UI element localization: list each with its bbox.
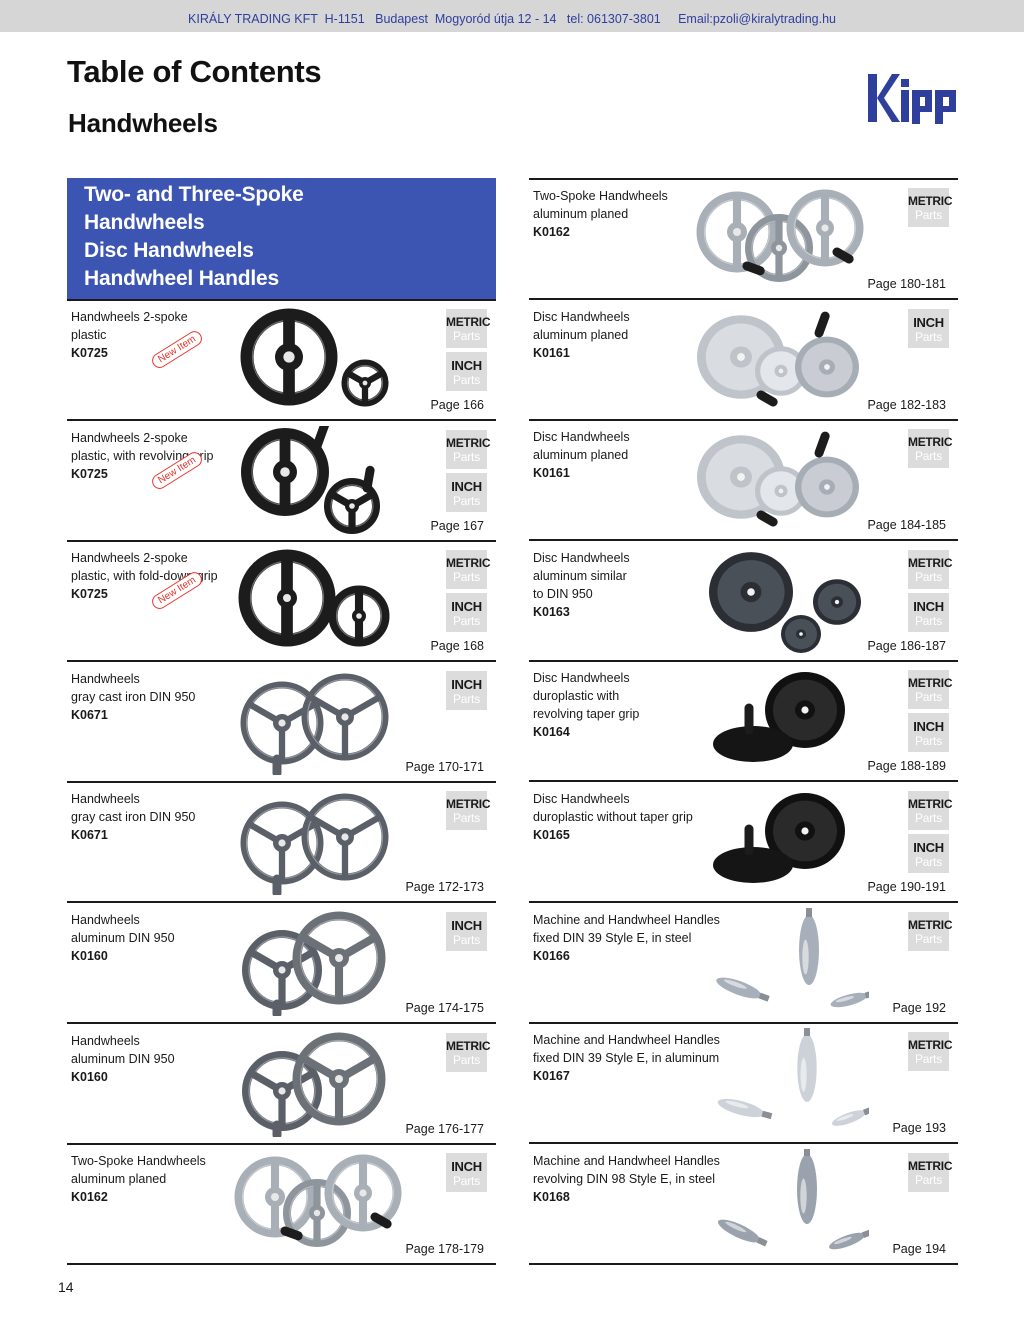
badge-parts-label: Parts bbox=[914, 329, 942, 344]
header-bar bbox=[0, 0, 1024, 32]
metric-parts-badge bbox=[908, 429, 953, 468]
entry-line: Disc Handwheels bbox=[533, 430, 630, 445]
entry-description bbox=[71, 1152, 206, 1206]
badge-parts-label: Parts bbox=[914, 690, 942, 705]
page-reference[interactable]: Page 166 bbox=[430, 398, 484, 412]
entry-description bbox=[71, 790, 195, 844]
entry-line: Handwheels 2-spoke bbox=[71, 310, 188, 324]
new-item-stamp: New Item bbox=[149, 328, 205, 371]
page-reference[interactable]: Page 192 bbox=[892, 1000, 946, 1015]
entry-line: plastic bbox=[71, 328, 107, 342]
inch-parts-badge bbox=[908, 593, 949, 632]
entry-line: aluminum DIN 950 bbox=[71, 931, 175, 945]
entry-line: Handwheels bbox=[71, 792, 140, 807]
entry-line: Handwheels bbox=[71, 1033, 140, 1048]
catalog-entry bbox=[529, 542, 958, 662]
entry-code: K0725 bbox=[71, 346, 108, 360]
badge-parts-label: Parts bbox=[452, 570, 480, 585]
category-line: Handwheel Handles bbox=[84, 267, 279, 290]
entry-line: fixed DIN 39 Style E, in steel bbox=[533, 930, 692, 945]
page-reference[interactable]: Page 170-171 bbox=[405, 759, 484, 774]
badge-label: METRIC bbox=[446, 1038, 491, 1053]
entry-line: Disc Handwheels bbox=[533, 550, 630, 565]
inch-parts-badge bbox=[908, 834, 949, 873]
catalog-entry bbox=[529, 662, 958, 782]
metric-parts-badge bbox=[908, 670, 953, 709]
category-line: Two- and Three-Spoke bbox=[84, 183, 304, 206]
catalog-entry bbox=[529, 180, 958, 300]
page-reference[interactable]: Page 188-189 bbox=[867, 759, 946, 774]
entry-description bbox=[71, 1032, 175, 1086]
badge-label: INCH bbox=[451, 918, 482, 933]
catalog-entry bbox=[529, 421, 958, 541]
metric-parts-badge bbox=[908, 188, 953, 227]
entry-code: K0161 bbox=[533, 466, 570, 481]
badge-label: INCH bbox=[913, 598, 944, 614]
entry-line: duroplastic with bbox=[533, 689, 620, 704]
entry-line: Disc Handwheels bbox=[533, 671, 630, 686]
page-title: Table of Contents bbox=[67, 54, 322, 89]
aluminum-handwheel-image bbox=[227, 1029, 407, 1142]
page-reference[interactable]: Page 190-191 bbox=[867, 880, 946, 894]
entry-line: duroplastic without taper grip bbox=[533, 810, 693, 824]
badge-label: METRIC bbox=[446, 797, 491, 812]
entry-line: Handwheels 2-spoke bbox=[71, 430, 188, 445]
entry-line: aluminum planed bbox=[71, 1172, 167, 1187]
badge-parts-label: Parts bbox=[914, 449, 942, 464]
metric-parts-badge bbox=[908, 1153, 953, 1192]
entry-description bbox=[71, 670, 195, 724]
entry-line: Handwheels 2-spoke bbox=[71, 551, 188, 566]
badge-label: METRIC bbox=[908, 435, 953, 450]
badge-label: INCH bbox=[451, 1159, 482, 1175]
badge-parts-label: Parts bbox=[452, 1052, 480, 1067]
catalog-entry bbox=[67, 542, 496, 662]
entry-code: K0725 bbox=[71, 587, 108, 602]
entry-line: Two-Spoke Handwheels bbox=[71, 1154, 206, 1169]
metric-parts-badge bbox=[446, 1033, 491, 1072]
badge-label: METRIC bbox=[908, 797, 953, 811]
entry-line: Handwheels bbox=[71, 671, 140, 686]
catalog-entry bbox=[67, 422, 496, 542]
page-reference[interactable]: Page 168 bbox=[430, 639, 484, 654]
badge-label: METRIC bbox=[446, 435, 491, 450]
badge-parts-label: Parts bbox=[452, 373, 480, 387]
badge-parts-label: Parts bbox=[914, 734, 942, 749]
cast-iron-handwheel-image bbox=[227, 667, 407, 780]
inch-parts-badge bbox=[908, 309, 949, 348]
inch-parts-badge bbox=[446, 912, 487, 951]
disc-similar-handwheel-image bbox=[689, 546, 869, 659]
page-reference[interactable]: Page 167 bbox=[430, 518, 484, 533]
badge-parts-label: Parts bbox=[452, 449, 480, 464]
catalog-entry bbox=[529, 301, 958, 421]
metric-parts-badge bbox=[446, 550, 491, 589]
inch-parts-badge bbox=[446, 1153, 487, 1192]
contact-line: KIRÁLY TRADING KFT H-1151 Budapest Mogyoród útja 12 - 14 tel: 061307-3801 Email:pzoli@kiralytrading.hu bbox=[188, 12, 836, 26]
catalog-entry bbox=[67, 1025, 496, 1145]
catalog-entry bbox=[529, 783, 958, 903]
entry-line: Disc Handwheels bbox=[533, 792, 630, 806]
entry-line: aluminum similar bbox=[533, 568, 627, 583]
page-reference[interactable]: Page 182-183 bbox=[867, 397, 946, 412]
badge-parts-label: Parts bbox=[914, 569, 942, 584]
page-number: 14 bbox=[58, 1279, 74, 1295]
badge-label: INCH bbox=[451, 358, 482, 373]
page-reference[interactable]: Page 180-181 bbox=[867, 277, 946, 291]
catalog-entry bbox=[529, 1145, 958, 1265]
page-reference[interactable]: Page 193 bbox=[892, 1121, 946, 1136]
inch-parts-badge bbox=[908, 713, 949, 752]
new-item-stamp: New Item bbox=[149, 449, 205, 492]
badge-label: INCH bbox=[451, 599, 482, 615]
entry-line: aluminum DIN 950 bbox=[71, 1051, 175, 1066]
catalog-entry bbox=[67, 783, 496, 903]
entry-code: K0160 bbox=[71, 949, 108, 963]
entry-line: aluminum planed bbox=[533, 448, 629, 463]
catalog-entry bbox=[67, 1145, 496, 1265]
entry-line: Machine and Handwheel Handles bbox=[533, 1033, 720, 1048]
category-line: Handwheels bbox=[84, 211, 205, 234]
entry-line: revolving DIN 98 Style E, in steel bbox=[533, 1171, 716, 1186]
catalog-entry bbox=[67, 663, 496, 783]
entry-code: K0168 bbox=[533, 1189, 570, 1204]
entry-line: Machine and Handwheel Handles bbox=[533, 1153, 720, 1168]
page-reference[interactable]: Page 194 bbox=[892, 1241, 946, 1256]
catalog-entry bbox=[529, 1024, 958, 1144]
badge-parts-label: Parts bbox=[914, 855, 942, 869]
machine-handle-revolving-image bbox=[689, 1149, 869, 1262]
entry-code: K0165 bbox=[533, 828, 570, 842]
badge-parts-label: Parts bbox=[452, 811, 480, 826]
badge-label: METRIC bbox=[446, 556, 491, 571]
page-reference[interactable]: Page 176-177 bbox=[405, 1121, 484, 1136]
entry-code: K0671 bbox=[71, 707, 108, 722]
entry-line: gray cast iron DIN 950 bbox=[71, 810, 196, 825]
entry-line: to DIN 950 bbox=[533, 586, 593, 601]
badge-label: METRIC bbox=[908, 676, 953, 691]
entry-line: Disc Handwheels bbox=[533, 309, 630, 324]
entry-line: plastic, with revolving grip bbox=[71, 448, 214, 463]
badge-label: INCH bbox=[451, 676, 482, 692]
entry-line: Machine and Handwheel Handles bbox=[533, 912, 720, 927]
badge-label: METRIC bbox=[908, 555, 953, 570]
entry-line: Handwheels bbox=[71, 913, 140, 927]
metric-parts-badge bbox=[908, 912, 953, 951]
inch-parts-badge bbox=[446, 352, 487, 391]
entry-description bbox=[533, 790, 693, 844]
two-spoke-plastic-handwheel-image bbox=[227, 305, 407, 418]
metric-parts-badge bbox=[446, 791, 491, 830]
disc-duroplastic-handwheel-image bbox=[689, 787, 869, 900]
category-line: Disc Handwheels bbox=[84, 239, 254, 262]
catalog-entry bbox=[67, 904, 496, 1024]
entry-code: K0167 bbox=[533, 1069, 570, 1084]
entry-code: K0725 bbox=[71, 466, 108, 481]
entry-line: aluminum planed bbox=[533, 327, 629, 342]
cast-iron-handwheel-image bbox=[227, 787, 407, 900]
entry-description bbox=[533, 428, 630, 482]
entry-code: K0671 bbox=[71, 828, 108, 843]
disc-duroplastic-handwheel-image bbox=[689, 666, 869, 779]
badge-parts-label: Parts bbox=[914, 613, 942, 628]
badge-label: INCH bbox=[913, 840, 944, 855]
badge-parts-label: Parts bbox=[914, 1172, 942, 1187]
kipp-logo bbox=[866, 70, 958, 126]
badge-label: INCH bbox=[451, 478, 482, 494]
two-spoke-aluminum-handwheel-image bbox=[689, 184, 869, 297]
two-spoke-aluminum-handwheel-image bbox=[227, 1149, 407, 1262]
badge-label: METRIC bbox=[908, 917, 953, 932]
badge-parts-label: Parts bbox=[914, 931, 942, 946]
entry-description bbox=[533, 187, 668, 241]
entry-line: Two-Spoke Handwheels bbox=[533, 189, 668, 203]
catalog-entry bbox=[529, 904, 958, 1024]
catalog-entry bbox=[67, 301, 496, 421]
two-spoke-revolving-grip-handwheel-image bbox=[227, 426, 407, 539]
aluminum-handwheel-image bbox=[227, 908, 407, 1021]
two-spoke-fold-down-handwheel-image bbox=[227, 546, 407, 659]
entry-line: fixed DIN 39 Style E, in aluminum bbox=[533, 1051, 720, 1066]
metric-parts-badge bbox=[446, 430, 491, 469]
entry-line: plastic, with fold-down grip bbox=[71, 569, 218, 584]
entry-description bbox=[533, 669, 639, 741]
badge-parts-label: Parts bbox=[452, 329, 480, 343]
page-reference[interactable]: Page 186-187 bbox=[867, 638, 946, 653]
inch-parts-badge bbox=[446, 473, 487, 512]
badge-parts-label: Parts bbox=[452, 933, 480, 947]
entry-line: gray cast iron DIN 950 bbox=[71, 689, 196, 704]
badge-parts-label: Parts bbox=[914, 1052, 942, 1067]
badge-label: METRIC bbox=[908, 1158, 953, 1173]
section-title: Handwheels bbox=[68, 108, 218, 138]
entry-description bbox=[71, 911, 175, 965]
inch-parts-badge bbox=[446, 671, 487, 710]
badge-label: INCH bbox=[913, 314, 944, 330]
entry-code: K0163 bbox=[533, 604, 570, 619]
entry-code: K0160 bbox=[71, 1069, 108, 1084]
badge-label: INCH bbox=[913, 719, 944, 735]
entry-description bbox=[533, 308, 630, 362]
metric-parts-badge bbox=[446, 309, 491, 348]
page-reference[interactable]: Page 184-185 bbox=[867, 518, 946, 533]
machine-handle-aluminum-image bbox=[689, 1028, 869, 1141]
badge-parts-label: Parts bbox=[914, 811, 942, 825]
entry-code: K0161 bbox=[533, 345, 570, 360]
badge-parts-label: Parts bbox=[914, 208, 942, 222]
entry-code: K0164 bbox=[533, 725, 570, 740]
metric-parts-badge bbox=[908, 550, 953, 589]
entry-line: aluminum planed bbox=[533, 207, 629, 221]
page-reference[interactable]: Page 172-173 bbox=[405, 880, 484, 895]
metric-parts-badge bbox=[908, 791, 953, 830]
entry-code: K0162 bbox=[533, 225, 570, 239]
badge-label: METRIC bbox=[908, 1038, 953, 1053]
disc-aluminum-handwheel-image bbox=[689, 425, 869, 538]
entry-line: revolving taper grip bbox=[533, 707, 640, 722]
inch-parts-badge bbox=[446, 593, 487, 632]
disc-aluminum-handwheel-image bbox=[689, 305, 869, 418]
entry-description bbox=[533, 549, 630, 621]
badge-parts-label: Parts bbox=[452, 614, 480, 629]
page-reference[interactable]: Page 174-175 bbox=[405, 1001, 484, 1015]
badge-label: METRIC bbox=[446, 315, 491, 329]
new-item-stamp: New Item bbox=[149, 569, 205, 612]
badge-parts-label: Parts bbox=[452, 1174, 480, 1189]
metric-parts-badge bbox=[908, 1032, 953, 1071]
page-reference[interactable]: Page 178-179 bbox=[405, 1242, 484, 1257]
badge-parts-label: Parts bbox=[452, 691, 480, 706]
entry-code: K0166 bbox=[533, 948, 570, 963]
badge-label: METRIC bbox=[908, 194, 953, 208]
badge-parts-label: Parts bbox=[452, 493, 480, 508]
entry-code: K0162 bbox=[71, 1190, 108, 1205]
machine-handle-steel-image bbox=[689, 908, 869, 1021]
